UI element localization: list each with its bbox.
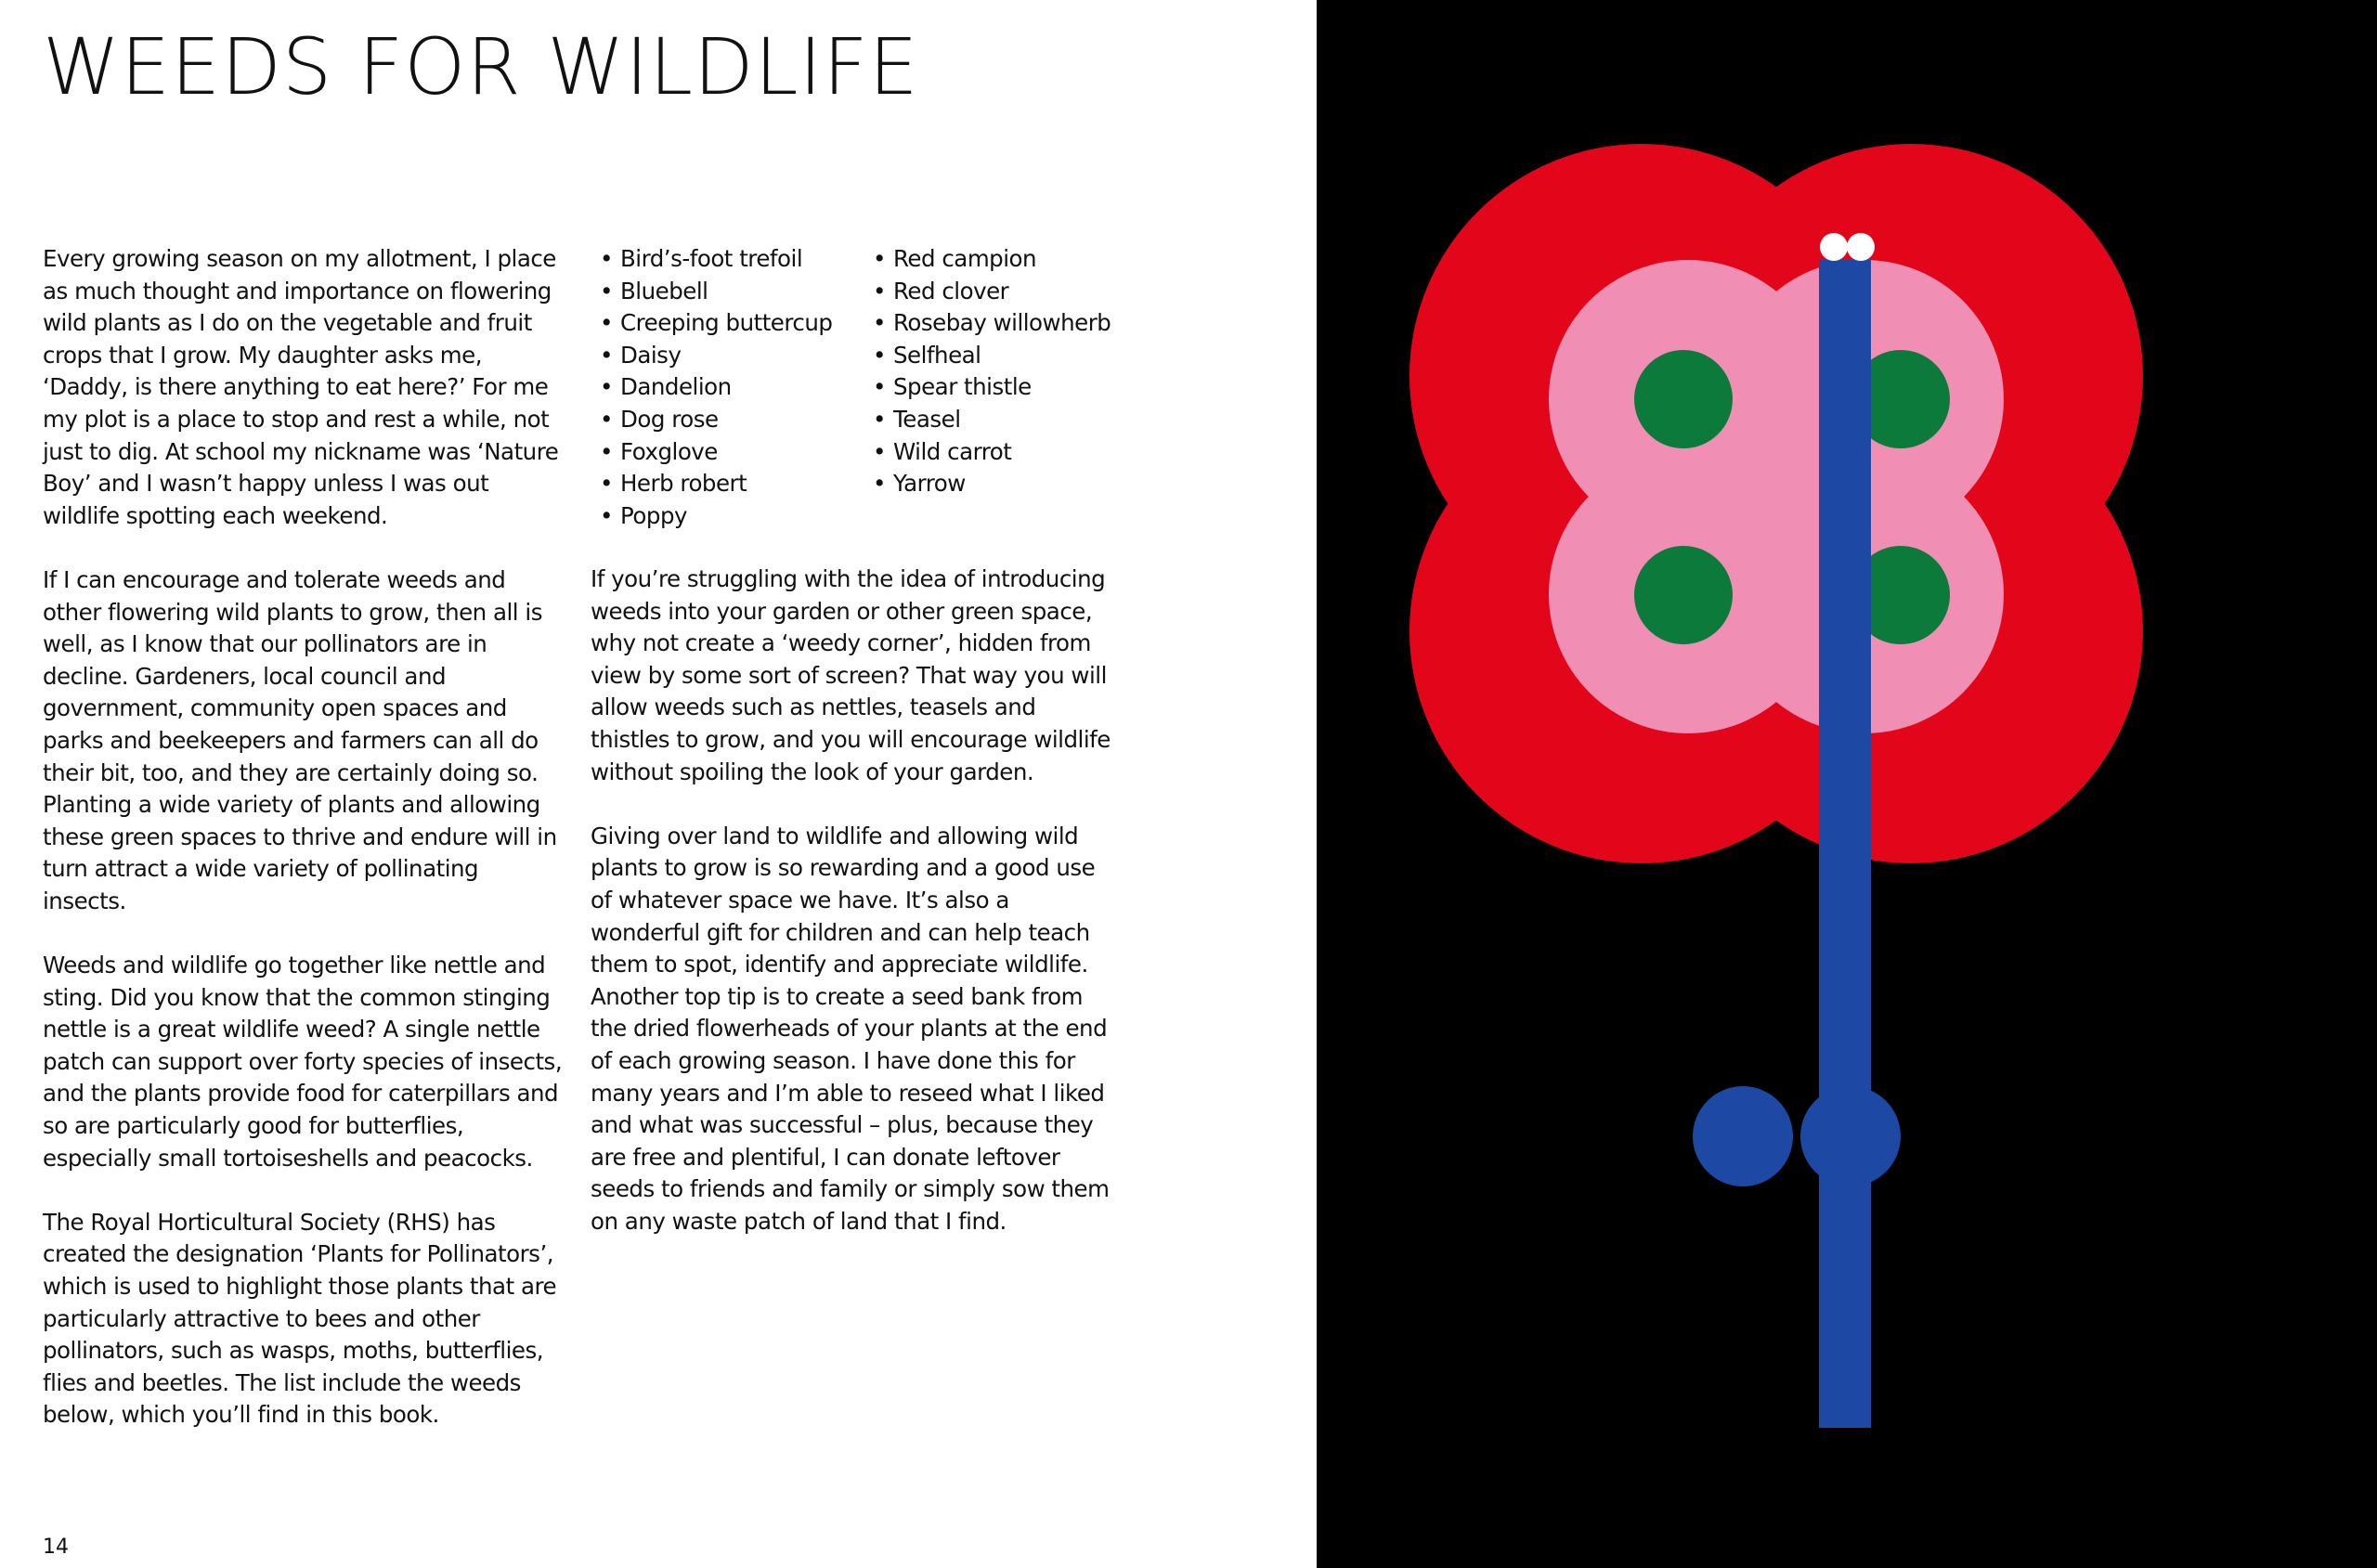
weed-name: Teasel (893, 405, 961, 433)
paragraph: Every growing season on my allotment, I place as much thought and importance on flowering wild plants as I do on the vegetable and fruit crops that I grow. My daughter asks me, ‘Daddy, is there anything to eat here?’ For me my plot is a place to stop and rest a while, not just to dig. At school my nickname was ‘Nature Boy’ and I wasn’t happy unless I was out wildlife spotting each weekend. (43, 245, 559, 529)
list-item (871, 340, 1150, 372)
weed-name: Dog rose (620, 405, 719, 433)
eye-right (1847, 233, 1875, 261)
weed-name: Rosebay willowherb (893, 309, 1111, 337)
bullet-icon: • (600, 437, 613, 465)
list-item (598, 307, 867, 340)
list-item (598, 371, 867, 404)
bullet-icon: • (873, 245, 886, 272)
list-item (598, 500, 867, 533)
weed-name: Herb robert (620, 470, 747, 498)
bullet-icon: • (600, 277, 613, 305)
weed-name: Red clover (893, 277, 1009, 305)
paragraph: If I can encourage and tolerate weeds and other flowering wild plants to grow, then all is well, as I know that our pollinators are in decline. Gardeners, local council and government, community open spaces and parks and beekeepers and farmers can all do their bit, too, and they are certainly doing so. Planting a wide variety of plants and allowing these green spaces to thrive and endure will in turn attract a wide variety of pollinating insects. (43, 565, 557, 914)
list-item (598, 276, 867, 308)
stem (1819, 260, 1871, 1428)
bullet-icon: • (873, 341, 886, 369)
list-item (871, 307, 1150, 340)
paragraph: If you’re struggling with the idea of introducing weeds into your garden or other green space, why not create a ‘weedy corner’, hidden from view by some sort of screen? That way you will allow weeds such as nettles, teasels and thistles to grow, and you will encourage wildlife without spoiling the look of your garden. (591, 565, 1111, 785)
weed-name: Wild carrot (893, 437, 1012, 465)
list-item (871, 243, 1150, 276)
weed-name: Yarrow (893, 470, 966, 498)
bullet-icon: • (600, 309, 613, 337)
list-item (598, 468, 867, 500)
list-item (598, 436, 867, 469)
weed-name: Bird’s-foot trefoil (620, 245, 803, 272)
weed-name: Spear thistle (893, 373, 1032, 401)
bullet-icon: • (873, 309, 886, 337)
bullet-icon: • (600, 501, 613, 529)
spot-bottom-left (1634, 546, 1733, 644)
illustration-page (1317, 0, 2377, 1568)
bullet-icon: • (873, 470, 886, 498)
page-number: 14 (43, 1536, 69, 1559)
bullet-icon: • (600, 405, 613, 433)
list-item (871, 276, 1150, 308)
weed-name: Bluebell (620, 277, 708, 305)
weed-name: Daisy (620, 341, 682, 369)
page-title: WEEDS FOR WILDLIFE (43, 21, 919, 112)
bullet-icon: • (873, 373, 886, 401)
flower-illustration (1317, 0, 2377, 1568)
bullet-icon: • (600, 341, 613, 369)
bullet-icon: • (600, 373, 613, 401)
list-item (598, 243, 867, 276)
weed-name: Selfheal (893, 341, 981, 369)
bullet-icon: • (873, 277, 886, 305)
list-item (871, 436, 1150, 469)
bullet-icon: • (873, 405, 886, 433)
paragraph: Giving over land to wildlife and allowing wild plants to grow is so rewarding and a good use of whatever space we have. It’s also a wonderful gift for children and can help teach them to spot, identify and appreciate wildlife. Another top tip is to create a seed bank from the dried flowerheads of your plants at the end of each growing season. I have done this for many years and I’m able to reseed what I liked and what was successful – plus, because they are free and plentiful, I can donate leftover seeds to friends and family or simply sow them on any waste patch of land that I find. (591, 822, 1110, 1235)
list-item (598, 340, 867, 372)
weed-name: Dandelion (620, 373, 732, 401)
inner-blossom (1549, 260, 2004, 733)
paragraph: Weeds and wildlife go together like nettle and sting. Did you know that the common stinging nettle is a great wildlife weed? A single nettle patch can support over forty species of insects, and the plants provide food for caterpillars and so are particularly good for butterflies, especially small tortoiseshells and peacocks. (43, 952, 563, 1172)
weed-name: Poppy (620, 501, 687, 529)
list-item (871, 371, 1150, 404)
bullet-icon: • (600, 470, 613, 498)
weed-name: Red campion (893, 245, 1037, 272)
weed-name: Foxglove (620, 437, 718, 465)
list-item (871, 404, 1150, 436)
leaf-left (1693, 1086, 1793, 1186)
paragraph: The Royal Horticultural Society (RHS) has created the designation ‘Plants for Pollinators’, which is used to highlight those plants that are particularly attractive to bees and other pollinators, such as wasps, moths, butterflies, flies and beetles. The list include the weeds below, which you’ll find in this book. (43, 1208, 557, 1429)
bullet-icon: • (873, 437, 886, 465)
list-item (871, 468, 1150, 500)
weed-name: Creeping buttercup (620, 309, 833, 337)
eye-left (1820, 233, 1848, 261)
weed-list-column-b (871, 243, 1150, 500)
advice-column (591, 564, 1111, 1270)
spot-top-left (1634, 350, 1733, 448)
intro-column (43, 243, 563, 1464)
weed-list-column-a (598, 243, 867, 532)
bullet-icon: • (600, 245, 613, 272)
list-item (598, 404, 867, 436)
